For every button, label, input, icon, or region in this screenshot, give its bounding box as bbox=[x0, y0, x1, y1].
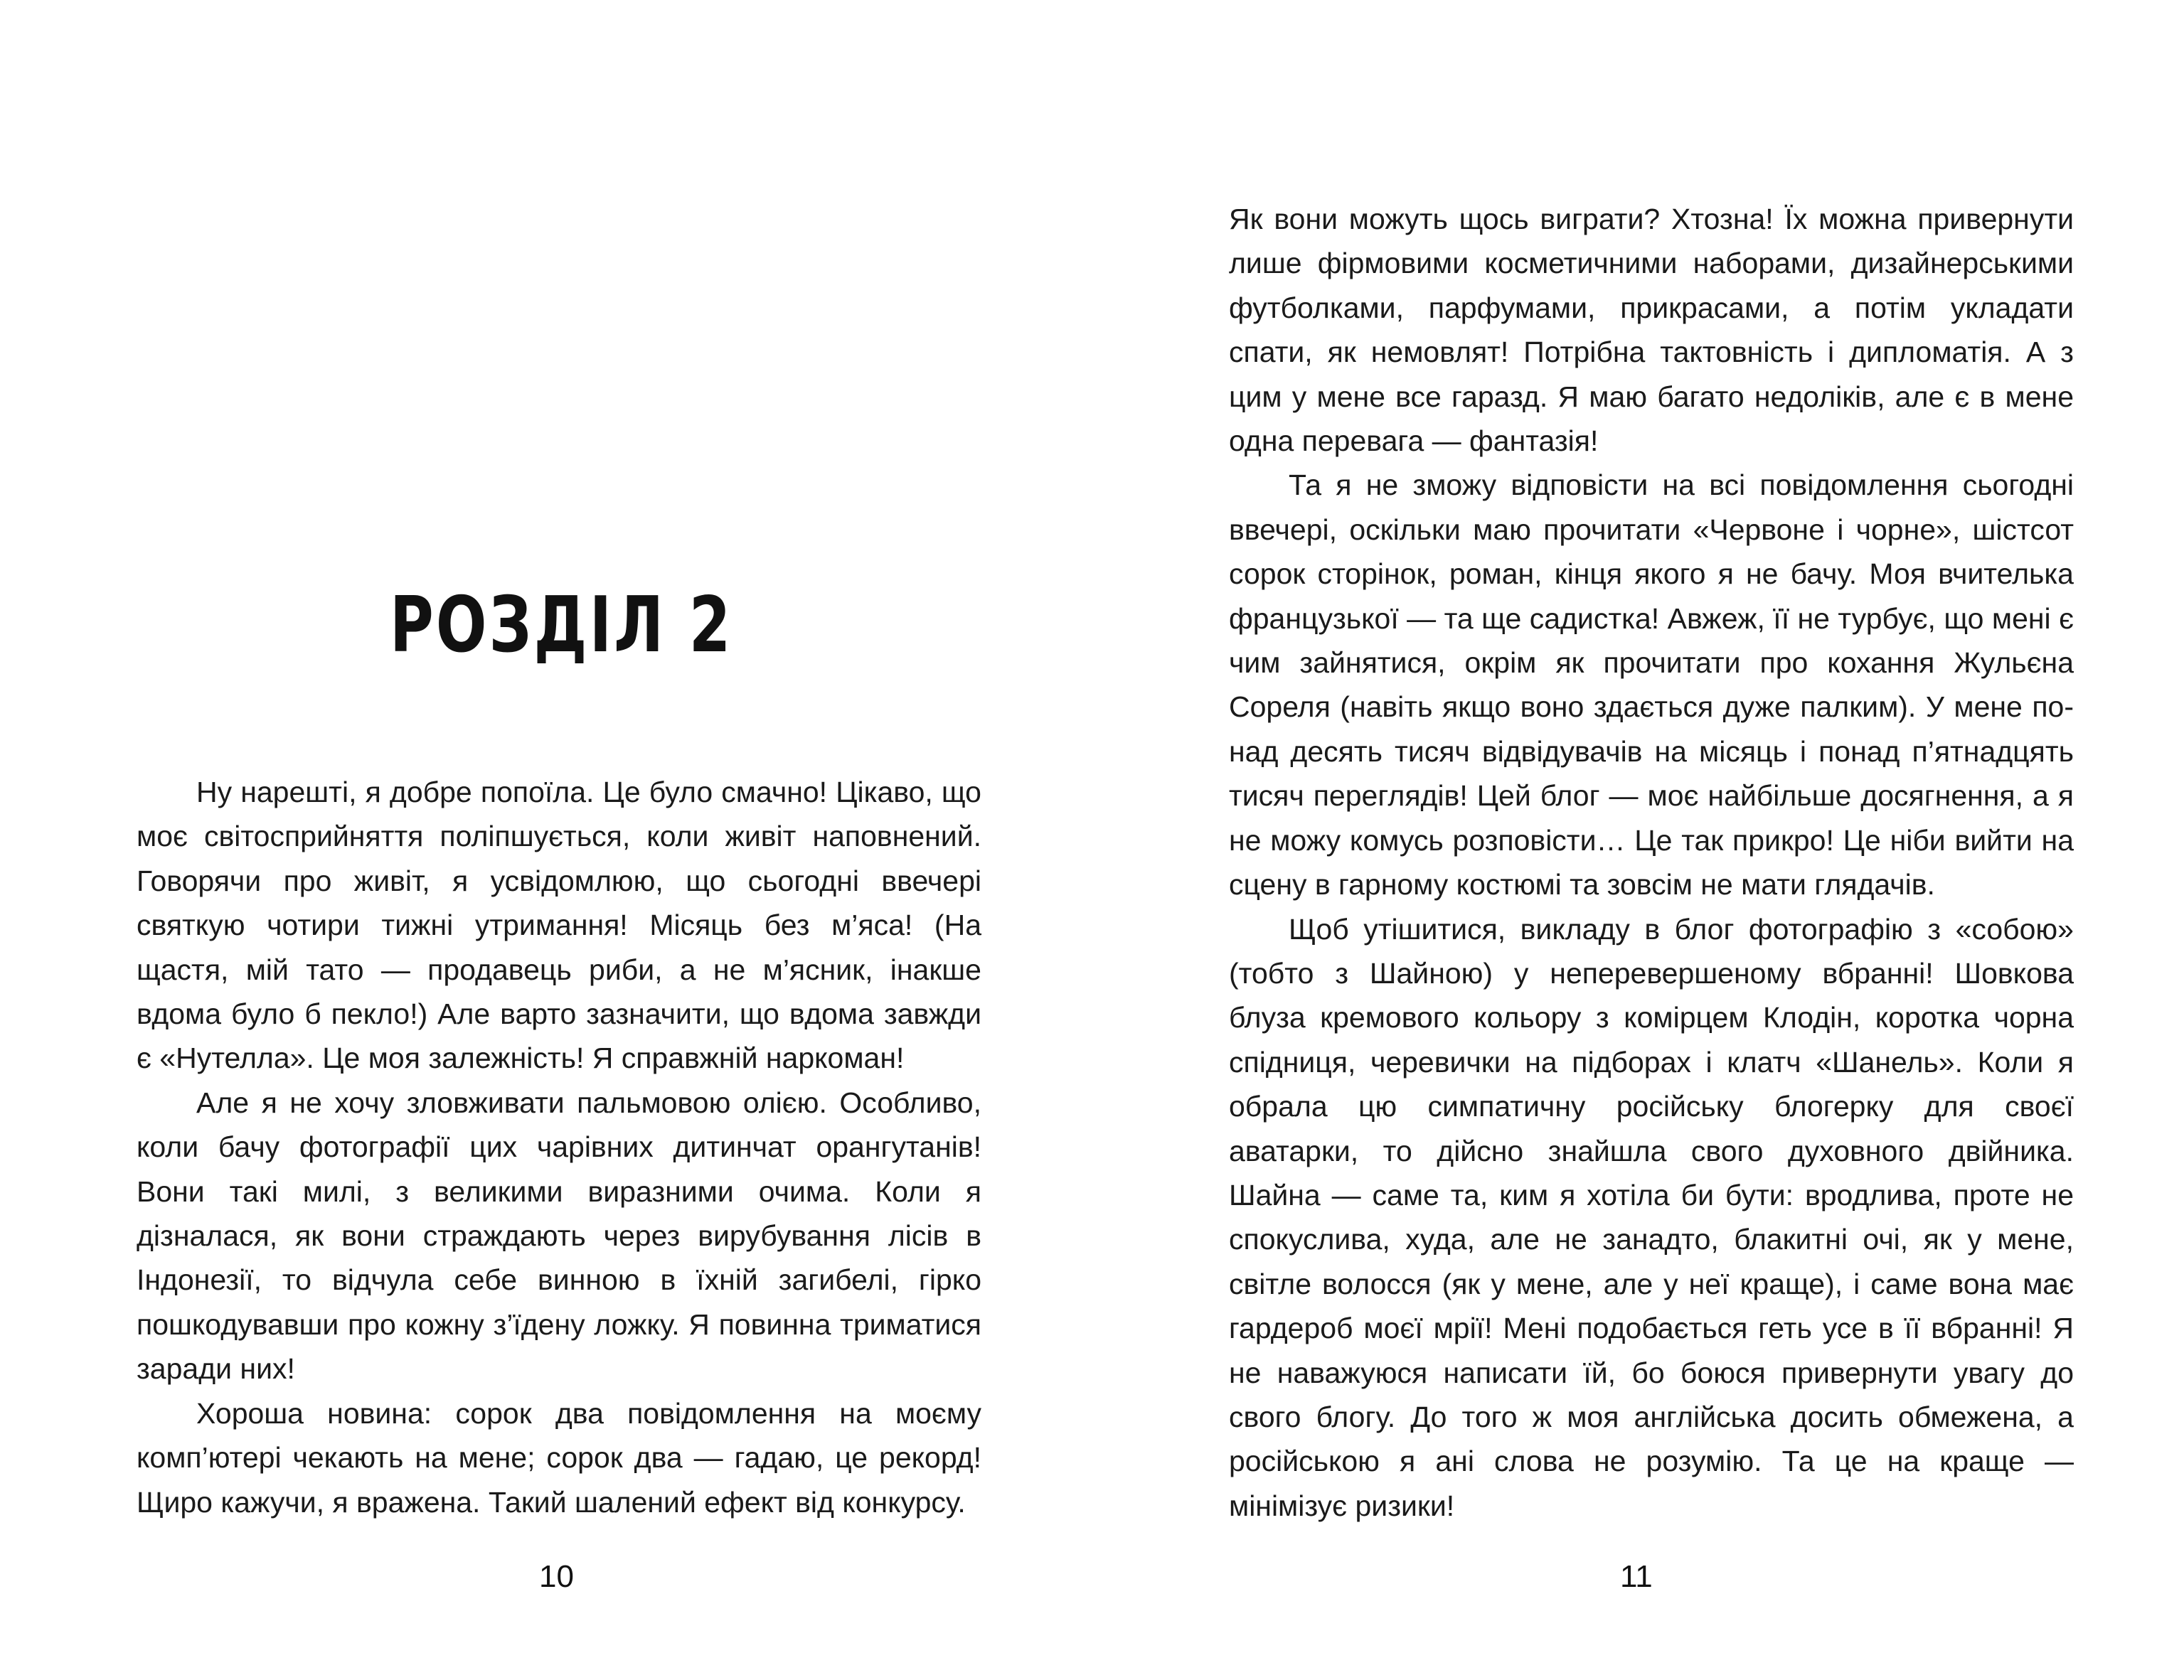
page-number-left: 10 bbox=[539, 1559, 574, 1594]
paragraph: Ну нарешті, я добре попоїла. Це було смачно! Цікаво, що моє світосприйняття поліпшується, коли живіт наповнений. Говорячи про живіт, я усвідомлюю, що сьогодні ввечері святкую чотири тижні утримання! Місяць без м’яса! (На щастя, мій тато — продавець риби, а не м’ясник, інакше вдома було б пекло!) Але варто зазначити, що вдома завжди є «Нутелла». Це моя залежність! Я справжній наркоман! bbox=[137, 776, 981, 1075]
paragraph: Як вони можуть щось виграти? Хтозна! Їх можна привернути лише фірмовими косметичними наборами, дизайнерськими футболками, парфумами, прикрасами, а потім укладати спати, як немовлят! Потрібна тактовність і дипломатія. А з цим у мене все гаразд. Я маю багато недоліків, але є в мене одна перевага — фантазія! bbox=[1229, 203, 2074, 458]
paragraph: Але я не хочу зловживати пальмовою олією. Особливо, коли бачу фотографії цих чарівних дитинчат орангутанів! Вони такі милі, з великими виразними очима. Коли я дізналася, як вони страждають через вирубування лісів в Індонезії, то відчула себе винною в їхній загибелі, гірко пошкодувавши про кожну з’їдену ложку. Я повинна триматися заради них! bbox=[137, 1086, 981, 1386]
left-page-body bbox=[137, 770, 981, 1524]
page-number-right: 11 bbox=[1620, 1559, 1653, 1594]
right-page bbox=[1092, 0, 2184, 1680]
paragraph: Щоб утішитися, викладу в блог фотографію з «собою» (тобто з Шайною) у неперевершеному вбранні! Шовкова блуза кремового кольору з комірцем Клодін, коротка чорна спідниця, черевички на підборах і клатч «Шанель». Коли я обрала цю симпатичну російську блогерку для своєї аватарки, то дійсно знайшла свого духовного двійника. Шайна — саме та, ким я хотіла би бути: вродлива, проте не спокуслива, худа, але не занадто, блакитні очі, як у мене, світле волосся (як у мене, але у неї краще), і саме вона має гардероб моєї мрії! Мені подобається геть усе в її вбранні! Я не наважуюся написати їй, бо боюся привернути увагу до свого блогу. До того ж моя англійська досить обмежена, а російською я ані слова не розумію. Та це на краще — мінімізує ризики! bbox=[1229, 912, 2074, 1522]
right-page-body bbox=[1229, 197, 2074, 1528]
paragraph: Та я не зможу відповісти на всі повідомлення сьогодні ввечері, оскільки маю прочитати «Червоне і чорне», шістсот сорок сторінок, роман, кінця якого я не бачу. Моя вчителька французької — та ще садистка! Авжеж, її не турбує, що мені є чим зайнятися, окрім як прочитати про кохання Жульєна Сореля (навіть якщо воно здається дуже палким). У мене понад десять тисяч відвідувачів на місяць і понад п’ятнадцять тисяч переглядів! Цей блог — моє найбільше досягнення, а я не можу комусь розповісти… Це так прикро! Це ніби вийти на сцену в гарному костюмі та зовсім не мати глядачів. bbox=[1229, 469, 2074, 901]
paragraph: Хороша новина: сорок два повідомлення на моєму комп’ютері чекають на мене; сорок два — гадаю, це рекорд! Щиро кажучи, я вражена. Такий шалений ефект від конкурсу. bbox=[137, 1396, 981, 1519]
chapter-title: РОЗДІЛ 2 bbox=[390, 581, 733, 670]
